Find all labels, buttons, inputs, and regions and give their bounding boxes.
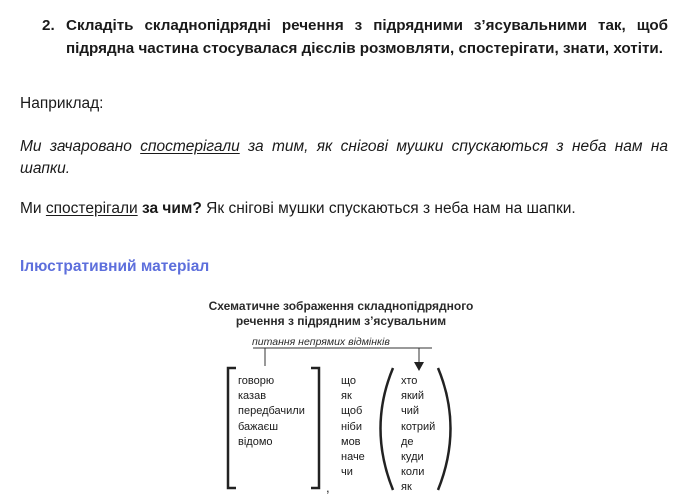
example2-after: Як снігові мушки спускаються з неба нам на шапки. bbox=[201, 200, 576, 217]
word-item: хто bbox=[401, 375, 418, 387]
example2-underlined-verb: спостерігали bbox=[45, 200, 138, 217]
conjunction-item: наче bbox=[341, 451, 365, 464]
example2-before: Ми bbox=[20, 200, 46, 217]
diagram-title-line-1: Схематичне зображення складнопідрядного bbox=[208, 299, 474, 313]
word-item: коли bbox=[401, 466, 425, 479]
words-column bbox=[401, 374, 435, 496]
conjunction-item: що bbox=[341, 375, 357, 387]
word-item: який bbox=[401, 390, 425, 403]
example2-question: за чим? bbox=[141, 200, 202, 217]
verb-item: бажаєш bbox=[238, 420, 279, 433]
paren-right bbox=[438, 368, 451, 490]
example-label: Наприклад: bbox=[20, 95, 104, 112]
conjunction-item: мов bbox=[341, 435, 361, 448]
word-item: як bbox=[401, 481, 412, 494]
paren-left bbox=[381, 368, 394, 490]
word-item: де bbox=[401, 435, 414, 448]
conjunction-item: як bbox=[341, 390, 352, 403]
verb-item: відомо bbox=[238, 435, 273, 448]
section-heading: Ілюстративний матеріал bbox=[20, 258, 210, 275]
bracket-right bbox=[311, 368, 319, 488]
word-item: чий bbox=[401, 405, 420, 418]
arrow-down-icon bbox=[414, 362, 424, 371]
conjunction-item: ніби bbox=[341, 420, 362, 433]
example1-before: Ми зачаровано bbox=[20, 138, 141, 155]
conjunction-item: чи bbox=[341, 466, 353, 479]
diagram-comma: , bbox=[326, 480, 330, 495]
word-item: куди bbox=[401, 451, 424, 464]
diagram-subtitle: питання непрямих відмінків bbox=[252, 336, 390, 348]
word-item: котрий bbox=[401, 420, 436, 433]
task-text: Складіть складнопідрядні речення з підрядними з’ясувальними так, щоб підрядна частина стосувалася дієслів розмовляти, спостерігати, знати, хотіти. bbox=[66, 17, 668, 57]
conjunctions-column bbox=[341, 374, 365, 480]
verbs-column bbox=[238, 374, 305, 450]
task-number: 2. bbox=[42, 17, 55, 34]
verb-item: говорю bbox=[238, 375, 275, 387]
example1-underlined-verb: спостерігали bbox=[140, 138, 240, 155]
diagram-title-line-2: речення з підрядним з’ясувальним bbox=[235, 314, 447, 328]
example1-after: за тим, як снігові мушки спускаються з неба нам на шапки. bbox=[20, 138, 668, 177]
verb-item: казав bbox=[238, 390, 267, 403]
conjunction-item: щоб bbox=[341, 405, 363, 418]
verb-item: передбачили bbox=[238, 405, 305, 418]
bracket-left bbox=[228, 368, 236, 488]
